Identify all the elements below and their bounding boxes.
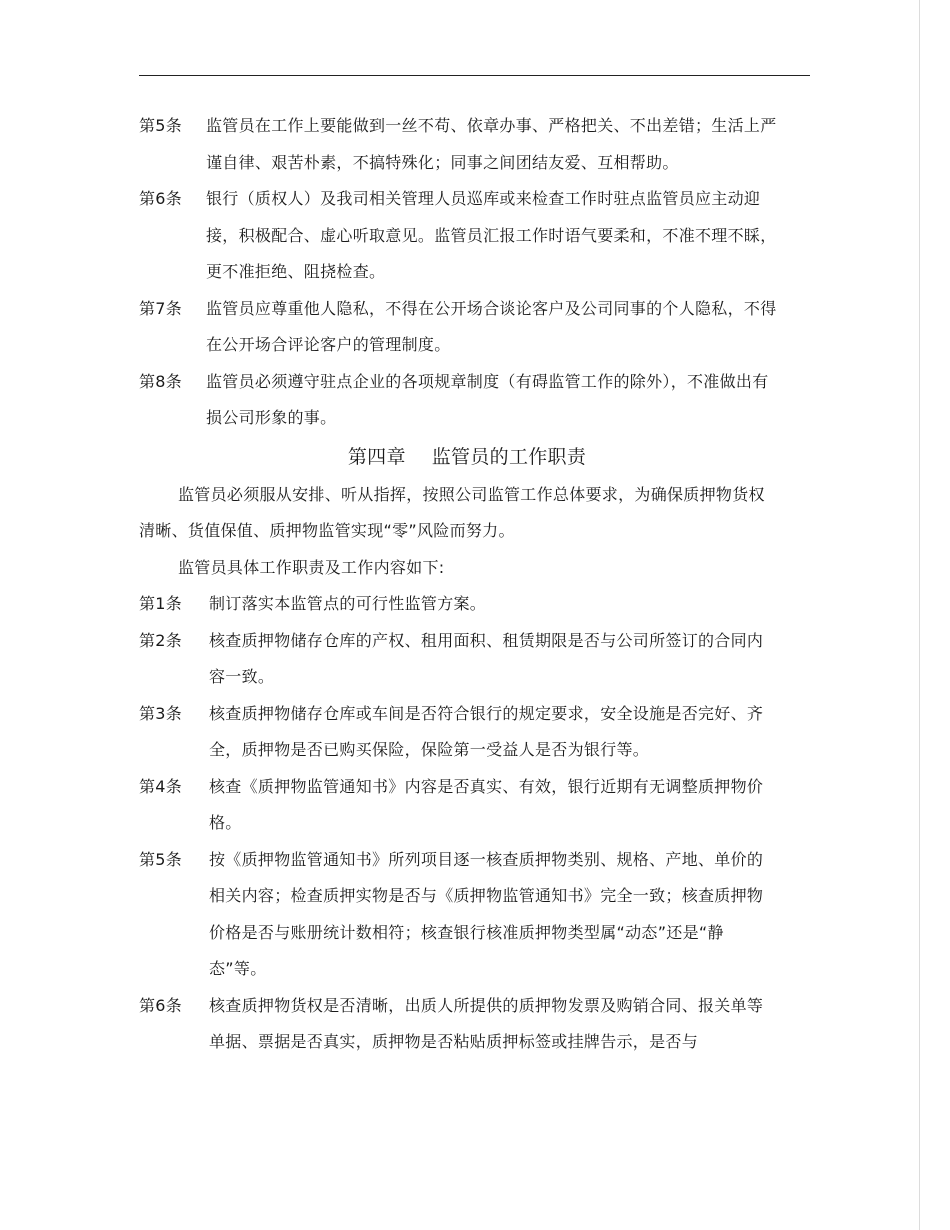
article-number: 第8条 [139,371,183,391]
intro-paragraph-2: 监管员具体工作职责及工作内容如下: [178,557,445,577]
article-text: 按《质押物监管通知书》所列项目逐一核查质押物类别、规格、产地、单价的相关内容；检查质押实物是否与《质押物监管通知书》完全一致；核查质押物价格是否与账册统计数相符；核查银行核准质押物类型属“动态”还是“静态”等。 [209,849,764,978]
article-7 [139,291,779,364]
duty-article-2 [139,623,779,696]
article-number: 第2条 [139,630,183,650]
article-text: 核查质押物货权是否清晰，出质人所提供的质押物发票及购销合同、报关单等单据、票据是否真实，质押物是否粘贴质押标签或挂牌告示，是否与 [209,995,764,1051]
article-number: 第6条 [139,995,183,1015]
article-text: 银行（质权人）及我司相关管理人员巡库或来检查工作时驻点监管员应主动迎接，积极配合、虚心听取意见。监管员汇报工作时语气要柔和，不准不理不睬，更不准拒绝、阻挠检查。 [206,189,777,281]
article-5 [139,108,779,181]
page-edge-line [919,0,920,1230]
article-number: 第3条 [139,703,183,723]
chapter-heading [139,437,779,477]
article-text: 监管员应尊重他人隐私，不得在公开场合谈论客户及公司同事的个人隐私，不得在公开场合评论客户的管理制度。 [206,298,777,354]
duty-article-1 [139,586,779,623]
chapter-number: 第四章 [347,445,406,468]
article-number: 第5条 [139,849,183,869]
document-body [139,108,779,1061]
article-number: 第1条 [139,594,183,613]
article-number: 第5条 [139,116,183,135]
duty-article-3 [139,696,779,769]
duty-article-5 [139,842,779,988]
article-6 [139,181,779,291]
article-text: 核查《质押物监管通知书》内容是否真实、有效，银行近期有无调整质押物价格。 [209,776,764,832]
intro-paragraph: 监管员必须服从安排、听从指挥，按照公司监管工作总体要求，为确保质押物货权清晰、货值保值、质押物监管实现“零”风险而努力。 [139,484,765,540]
duty-article-4 [139,769,779,842]
article-number: 第7条 [139,298,183,318]
header-rule [139,75,810,76]
article-text: 核查质押物储存仓库的产权、租用面积、租赁期限是否与公司所签订的合同内容一致。 [209,630,764,686]
article-text: 监管员必须遵守驻点企业的各项规章制度（有碍监管工作的除外），不准做出有损公司形象的事。 [206,371,769,427]
chapter-title: 监管员的工作职责 [431,445,587,468]
article-8 [139,364,779,437]
article-number: 第4条 [139,776,183,796]
article-text: 监管员在工作上要能做到一丝不苟、依章办事、严格把关、不出差错；生活上严谨自律、艰苦朴素，不搞特殊化；同事之间团结友爱、互相帮助。 [206,116,777,172]
duty-article-6 [139,988,779,1061]
article-text: 核查质押物储存仓库或车间是否符合银行的规定要求，安全设施是否完好、齐全，质押物是否已购买保险，保险第一受益人是否为银行等。 [209,703,764,759]
article-number: 第6条 [139,189,183,208]
article-text: 制订落实本监管点的可行性监管方案。 [209,594,487,613]
